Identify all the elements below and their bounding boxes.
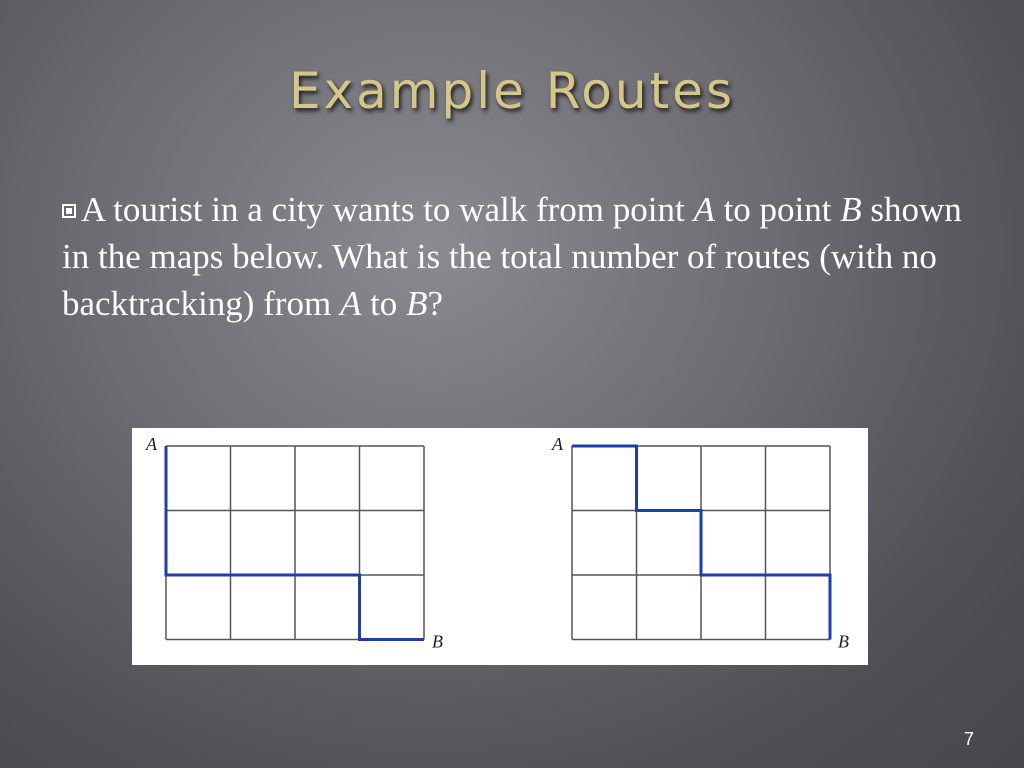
point-a-label: A [339, 284, 362, 323]
route-maps-svg [132, 428, 868, 665]
page-number: 7 [963, 729, 974, 749]
question-text [62, 186, 982, 327]
route-maps-figure [132, 428, 868, 665]
slide-title: Example Routes [288, 62, 735, 120]
bullet-icon [62, 204, 76, 218]
question-part: shown in the maps below. What is the total number of routes (with no backtracking) from [62, 190, 962, 323]
question-part: to point [714, 190, 841, 229]
point-a-label: A [693, 190, 715, 229]
point-b-label: B [840, 190, 862, 229]
start-point-label: A [146, 434, 157, 454]
question-part: A tourist in a city wants to walk from point [81, 190, 694, 229]
end-point-label: B [838, 631, 849, 652]
end-point-label: B [432, 631, 443, 652]
point-b-label: B [406, 284, 428, 323]
question-part: to [361, 284, 407, 323]
question-part: ? [427, 284, 443, 323]
start-point-label: A [552, 434, 563, 454]
